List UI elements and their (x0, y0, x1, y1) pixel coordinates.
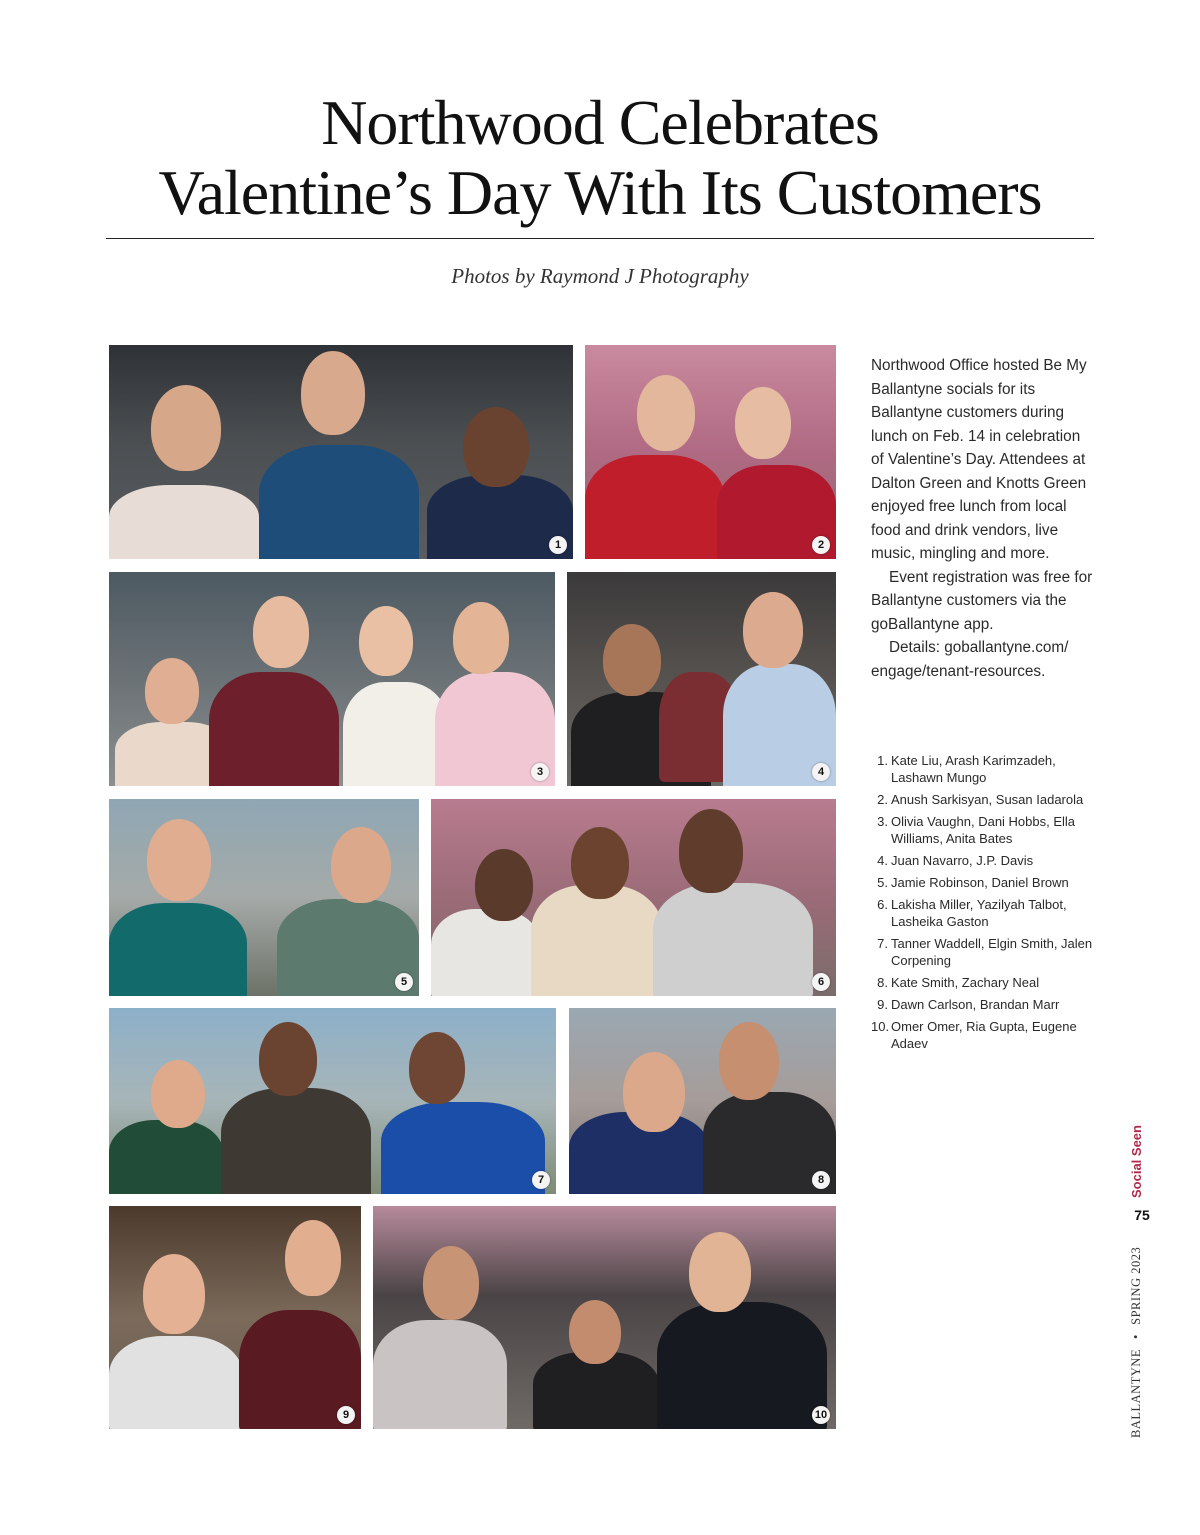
title-line-2: Valentine’s Day With Its Customers (158, 157, 1042, 228)
caption-item (871, 852, 1096, 869)
caption-text: Anush Sarkisyan, Susan Iadarola (891, 792, 1084, 807)
caption-text: Lakisha Miller, Yazilyah Talbot, Lasheika Gaston (891, 897, 1067, 929)
photo-9 (109, 1206, 361, 1429)
photo-2 (585, 345, 836, 559)
caption-number: 8. (877, 975, 888, 990)
caption-text: Olivia Vaughn, Dani Hobbs, Ella Williams, Anita Bates (891, 814, 1076, 846)
photo-number-badge: 6 (812, 973, 830, 991)
caption-text: Kate Smith, Zachary Neal (891, 975, 1040, 990)
caption-number: 1. (877, 753, 888, 768)
intro-text (871, 354, 1097, 683)
caption-text: Omer Omer, Ria Gupta, Eugene Adaev (891, 1019, 1077, 1051)
photo-7 (109, 1008, 556, 1194)
caption-item (871, 935, 1096, 969)
caption-text: Jamie Robinson, Daniel Brown (891, 875, 1069, 890)
separator-dot: • (1129, 1334, 1143, 1340)
photo-number-badge: 3 (531, 763, 549, 781)
caption-item (871, 874, 1096, 891)
caption-item (871, 813, 1096, 847)
caption-number: 2. (877, 792, 888, 807)
photo-number-badge: 2 (812, 536, 830, 554)
photo-4 (567, 572, 836, 786)
caption-number: 3. (877, 814, 888, 829)
caption-number: 4. (877, 853, 888, 868)
section-label: Social Seen (1129, 1125, 1144, 1198)
photo-credit: Photos by Raymond J Photography (451, 264, 749, 288)
photo-number-badge: 8 (812, 1171, 830, 1189)
intro-paragraph-3: Details: goballantyne.com/ engage/tenant-resources. (871, 639, 1069, 680)
photo-8 (569, 1008, 836, 1194)
title-line-1: Northwood Celebrates (321, 87, 879, 158)
article-title (0, 88, 1200, 228)
intro-paragraph-1: Northwood Office hosted Be My Ballantyne socials for its Ballantyne customers during lunch on Feb. 14 in celebration of Valentine’s Day. Attendees at Dalton Green and Knotts Green enjoyed free lunch from local food and drink vendors, live music, mingling and more. (871, 357, 1087, 562)
photo-5 (109, 799, 419, 996)
caption-item (871, 996, 1096, 1013)
caption-number: 5. (877, 875, 888, 890)
caption-list (871, 752, 1096, 1057)
photo-number-badge: 5 (395, 973, 413, 991)
caption-item (871, 791, 1096, 808)
caption-text: Dawn Carlson, Brandan Marr (891, 997, 1060, 1012)
caption-number: 9. (877, 997, 888, 1012)
photo-3 (109, 572, 555, 786)
magazine-name: BALLANTYNE (1129, 1348, 1143, 1438)
intro-paragraph-2: Event registration was free for Ballantyne customers via the goBallantyne app. (871, 568, 1093, 633)
photo-1 (109, 345, 573, 559)
photo-6 (431, 799, 836, 996)
photo-number-badge: 9 (337, 1406, 355, 1424)
caption-text: Juan Navarro, J.P. Davis (891, 853, 1034, 868)
caption-item (871, 974, 1096, 991)
caption-number: 7. (877, 936, 888, 951)
caption-text: Tanner Waddell, Elgin Smith, Jalen Corpening (891, 936, 1093, 968)
photo-number-badge: 4 (812, 763, 830, 781)
page-number: 75 (1134, 1207, 1150, 1223)
title-rule (106, 238, 1094, 239)
caption-number: 10. (871, 1019, 890, 1034)
caption-item (871, 896, 1096, 930)
photo-number-badge: 7 (532, 1171, 550, 1189)
photo-number-badge: 10 (812, 1406, 830, 1424)
magazine-footer (1129, 1238, 1153, 1438)
photo-10 (373, 1206, 836, 1429)
caption-item (871, 1018, 1096, 1052)
caption-item (871, 752, 1096, 786)
photo-number-badge: 1 (549, 536, 567, 554)
issue-label: SPRING 2023 (1129, 1246, 1143, 1325)
caption-number: 6. (877, 897, 888, 912)
caption-text: Kate Liu, Arash Karimzadeh, Lashawn Mungo (891, 753, 1056, 785)
